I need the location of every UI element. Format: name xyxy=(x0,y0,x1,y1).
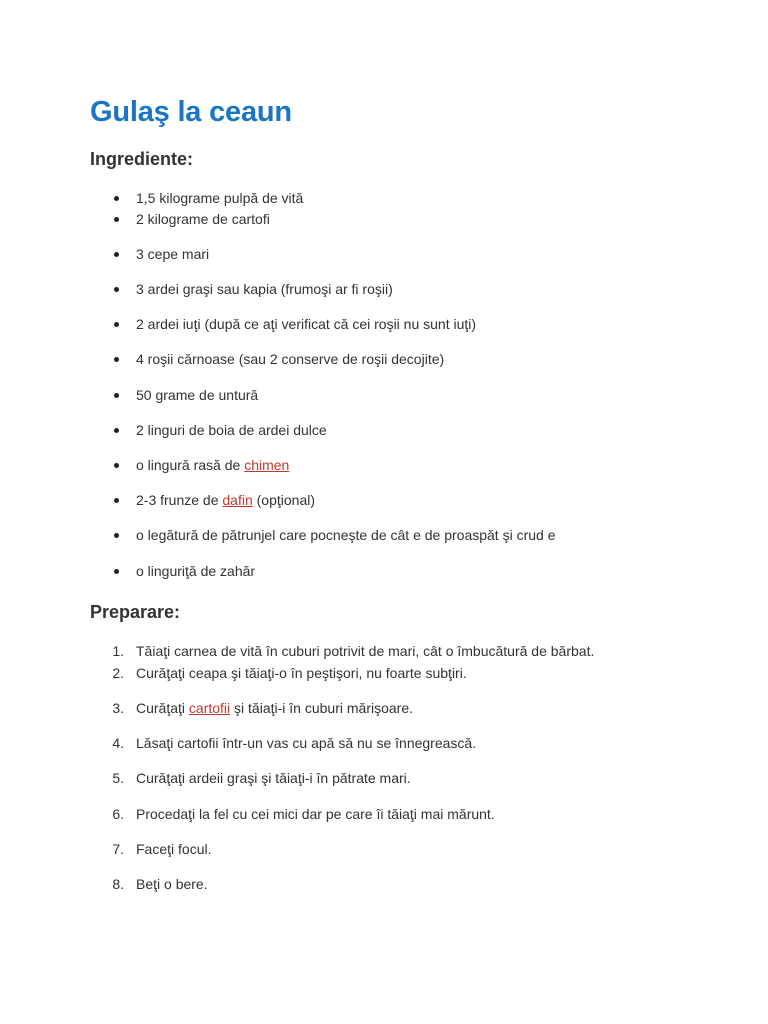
chimen-link[interactable]: chimen xyxy=(244,457,290,473)
bullet-icon xyxy=(114,428,119,433)
list-item: 3. Curăţaţi cartofii şi tăiaţi-i în cuburi mărişoare. xyxy=(112,700,413,716)
list-item: o linguriţă de zahăr xyxy=(0,561,768,581)
list-item: 4 roşii cărnoase (sau 2 conserve de roşii decojite) xyxy=(0,349,768,369)
list-item: 2 kilograme de cartofi xyxy=(0,209,768,229)
list-item: 2-3 frunze de dafin (opţional) xyxy=(0,490,768,510)
bullet-icon xyxy=(114,252,119,257)
list-item: 1,5 kilograme pulpă de vită xyxy=(0,188,768,208)
list-item: 2. Curăţaţi ceapa şi tăiaţi-o în peştişori, nu foarte subţiri. xyxy=(112,665,467,681)
page-title: Gulaş la ceaun xyxy=(90,96,292,128)
list-item: 2 ardei iuţi (după ce aţi verificat că cei roşii nu sunt iuţi) xyxy=(0,314,768,334)
bullet-icon xyxy=(114,498,119,503)
bullet-icon xyxy=(114,357,119,362)
bullet-icon xyxy=(114,217,119,222)
list-item: 4. Lăsaţi cartofii într-un vas cu apă să nu se înnegrească. xyxy=(112,735,477,751)
bullet-icon xyxy=(114,533,119,538)
cartofii-link[interactable]: cartofii xyxy=(188,700,231,716)
bullet-icon xyxy=(114,287,119,292)
dafin-link[interactable]: dafin xyxy=(222,492,253,508)
list-item: 5. Curăţaţi ardeii graşi şi tăiaţi-i în pătrate mari. xyxy=(112,770,411,786)
list-item: 6. Procedaţi la fel cu cei mici dar pe care îi tăiaţi mai mărunt. xyxy=(112,806,495,822)
list-item: 2 linguri de boia de ardei dulce xyxy=(0,420,768,440)
bullet-icon xyxy=(114,322,119,327)
list-item: 1. Tăiaţi carnea de vită în cuburi potrivit de mari, cât o îmbucătură de bărbat. xyxy=(112,643,595,659)
list-item: 3 ardei graşi sau kapia (frumoşi ar fi roşii) xyxy=(0,279,768,299)
bullet-icon xyxy=(114,569,119,574)
list-item: o legătură de pătrunjel care pocneşte de cât e de proaspăt şi crud e xyxy=(0,525,768,545)
ingredients-heading: Ingrediente: xyxy=(90,149,194,169)
list-item: 8. Beţi o bere. xyxy=(112,876,208,892)
list-item: 7. Faceţi focul. xyxy=(112,841,212,857)
list-item: o lingură rasă de chimen xyxy=(0,455,768,475)
list-item: 50 grame de untură xyxy=(0,385,768,405)
bullet-icon xyxy=(114,196,119,201)
preparation-heading: Preparare: xyxy=(90,602,181,622)
bullet-icon xyxy=(114,463,119,468)
bullet-icon xyxy=(114,393,119,398)
list-item: 3 cepe mari xyxy=(0,244,768,264)
